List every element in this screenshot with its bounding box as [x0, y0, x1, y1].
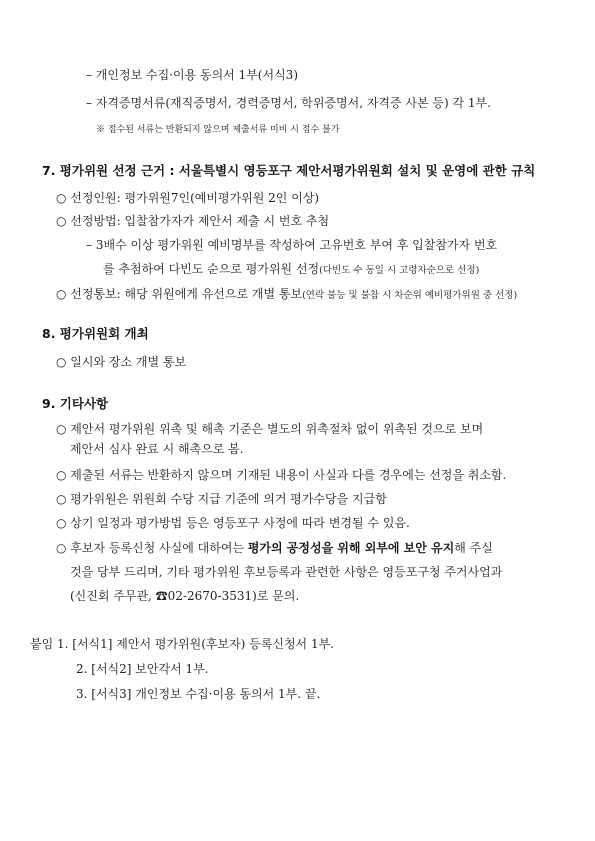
section9-item5-line1 — [56, 540, 493, 556]
section9-item5-post: 해 주실 — [454, 541, 493, 555]
section7-notice — [56, 286, 517, 304]
section9-item3: ○ 평가위원은 위원회 수당 지급 기준에 의거 평가수당을 지급함 — [56, 492, 387, 506]
section7-method-detail-1: – 3배수 이상 평가위원 예비명부를 작성하여 고유번호 부여 후 입찰참가자 번호 — [86, 238, 498, 252]
section7-method: ○ 선정방법: 입찰참가자가 제안서 제출 시 번호 추첨 — [56, 214, 330, 228]
doc-note: ※ 접수된 서류는 반환되지 않으며 제출서류 미비 시 접수 불가 — [96, 125, 340, 135]
section9-item5-bold: 평가의 공정성을 위해 외부에 보안 유지 — [247, 541, 455, 555]
section9-item5-line3: (신진회 주무관, ☎02-2670-3531)로 문의. — [70, 589, 300, 603]
section7-method-detail-2 — [103, 261, 479, 279]
section9-item5-pre: ○ 후보자 등록신청 사실에 대하여는 — [56, 541, 248, 555]
section8-title: 8. 평가위원회 개최 — [42, 326, 149, 341]
section9-item1-line1: ○ 제안서 평가위원 위촉 및 해촉 기준은 별도의 위촉절차 없이 위촉된 것으로 보며 — [56, 422, 484, 436]
section7-method-detail-2-note: (다빈도 수 동일 시 고령자순으로 선정) — [319, 265, 480, 276]
section7-selection-count: ○ 선정인원: 평가위원7인(예비평가위원 2인 이상) — [56, 191, 320, 205]
doc-item-privacy: – 개인정보 수집·이용 동의서 1부(서식3) — [86, 68, 298, 82]
section9-item5-line2: 것을 당부 드리며, 기타 평가위원 후보등록과 관련한 사항은 영등포구청 주거사업과 — [70, 565, 503, 579]
section9-title: 9. 기타사항 — [42, 396, 109, 411]
attachment-3: 3. [서식3] 개인정보 수집·이용 동의서 1부. 끝. — [76, 687, 321, 701]
section7-notice-note: (연락 불능 및 불참 시 차순위 예비평가위원 중 선정) — [302, 290, 518, 301]
section8-item: ○ 일시와 장소 개별 통보 — [56, 355, 187, 369]
section9-item4: ○ 상기 일정과 평가방법 등은 영등포구 사정에 따라 변경될 수 있음. — [56, 516, 410, 530]
section7-notice-text: ○ 선정통보: 해당 위원에게 유선으로 개별 통보 — [56, 287, 303, 301]
doc-item-certificates: – 자격증명서류(재직증명서, 경력증명서, 학위증명서, 자격증 사본 등) 각 1부. — [86, 96, 491, 110]
section9-item2: ○ 제출된 서류는 반환하지 않으며 기재된 내용이 사실과 다를 경우에는 선정을 취소함. — [56, 468, 507, 482]
attachment-1: 붙임 1. [서식1] 제안서 평가위원(후보자) 등록신청서 1부. — [30, 637, 334, 651]
section9-item1-line2: 제안서 심사 완료 시 해촉으로 봄. — [70, 442, 244, 456]
attachment-2: 2. [서식2] 보안각서 1부. — [76, 662, 209, 676]
section7-method-detail-2-text: 를 추첨하여 다빈도 순으로 평가위원 선정 — [103, 262, 320, 276]
section7-title: 7. 평가위원 선정 근거 : 서울특별시 영등포구 제안서평가위원회 설치 및 운영에 관한 규칙 — [42, 163, 536, 178]
